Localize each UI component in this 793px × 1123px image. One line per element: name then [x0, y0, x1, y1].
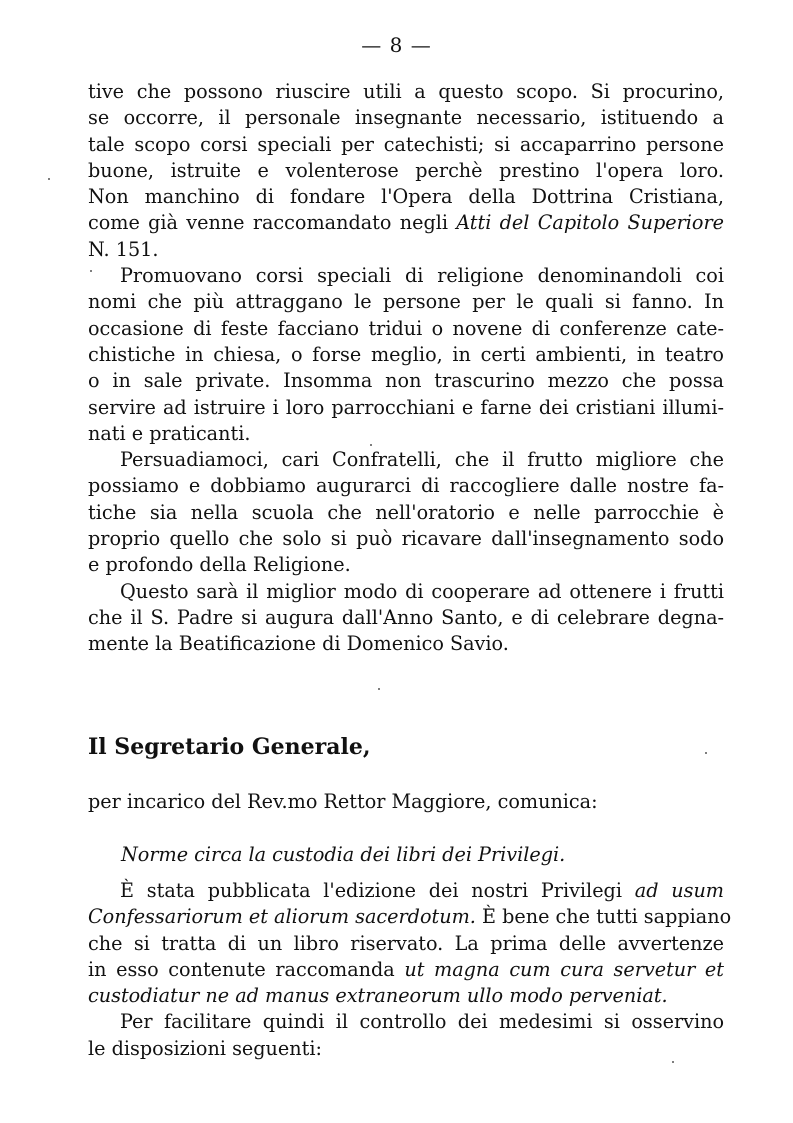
secondary-text-block [88, 878, 732, 1062]
text-line [88, 957, 724, 983]
text-line: se occorre, il personale insegnante necessario, istituendo a [88, 106, 724, 130]
text-line: che si tratta di un libro riservato. La prima delle avvertenze [88, 931, 724, 955]
paragraph [88, 79, 724, 263]
italic-title: Atti del Capitolo Superiore [456, 211, 724, 235]
speck [90, 270, 92, 272]
paragraph [88, 447, 724, 578]
text-line [88, 878, 724, 904]
speck [370, 444, 372, 446]
page-number: — 8 — [361, 33, 432, 57]
main-text-block [88, 79, 724, 658]
italic-latin: ut magna cum cura servetur et [404, 957, 724, 981]
text-line: tale scopo corsi speciali per catechisti; si accaparrino persone [88, 132, 724, 156]
speck [705, 752, 707, 754]
text-line: buone, istruite e volenterose perchè prestino l'opera loro. [88, 158, 724, 182]
text-run: come già venne raccomandato negli [88, 211, 457, 235]
paragraph [88, 1009, 724, 1062]
subheading: Norme circa la custodia dei libri dei Privilegi. [121, 843, 566, 866]
text-line: e profondo della Religione. [88, 553, 351, 577]
paragraph [88, 878, 732, 1009]
text-line: possiamo e dobbiamo augurarci di raccogliere dalle nostre fa- [88, 474, 724, 498]
text-run: È stata pubblicata l'edizione dei nostri Privilegi [120, 879, 635, 902]
text-line: Persuadiamoci, cari Confratelli, che il frutto migliore che [120, 448, 724, 472]
text-line: nati e praticanti. [88, 421, 251, 445]
text-line: che il S. Padre si augura dall'Anno Santo, e di celebrare degna- [88, 605, 724, 629]
speck [672, 1061, 674, 1063]
text-line: tive che possono riuscire utili a questo scopo. Si procurino, [88, 80, 724, 103]
text-line: nomi che più attraggano le persone per le quali si fanno. In [88, 290, 724, 314]
speck [48, 178, 50, 180]
text-line: proprio quello che solo si può ricavare dall'insegnamento sodo [88, 527, 724, 551]
speck [378, 688, 380, 690]
text-line: occasione di feste facciano tridui o novene di conferenze cate- [88, 316, 724, 340]
paragraph [88, 579, 724, 658]
italic-latin: custodiatur ne ad manus extraneorum ullo modo perveniat. [88, 984, 668, 1008]
text-line: N. 151. [88, 237, 159, 261]
text-line: Questo sarà il miglior modo di cooperare ad ottenere i frutti [120, 579, 724, 603]
text-line: chistiche in chiesa, o forse meglio, in certi ambienti, in teatro [88, 342, 724, 366]
text-line: mente la Beatificazione di Domenico Savio. [88, 632, 509, 656]
text-run: in esso contenute raccomanda [88, 957, 405, 981]
text-line: tiche sia nella scuola che nell'oratorio e nelle parrocchie è [88, 500, 724, 524]
paragraph [88, 263, 724, 447]
text-line [88, 904, 732, 930]
text-line: Per facilitare quindi il controllo dei medesimi si osservino [120, 1010, 724, 1034]
text-line: le disposizioni seguenti: [88, 1036, 322, 1060]
text-line: Non manchino di fondare l'Opera della Dottrina Cristiana, [88, 185, 724, 209]
italic-latin: ad usum [634, 879, 725, 902]
text-line: servire ad istruire i loro parrocchiani e farne dei cristiani illumi- [88, 395, 724, 419]
text-line: o in sale private. Insomma non trascurino mezzo che possa [88, 369, 724, 393]
announcement-line: per incarico del Rev.mo Rettor Maggiore, comunica: [88, 790, 598, 813]
text-line: Promuovano corsi speciali di religione denominandoli coi [120, 264, 724, 288]
italic-latin: Confessariorum et aliorum sacerdotum. [88, 905, 476, 929]
text-line [88, 210, 724, 236]
section-heading: Il Segretario Generale, [88, 734, 371, 760]
text-run: È bene che tutti sappiano [475, 905, 732, 929]
text-line [88, 983, 724, 1009]
